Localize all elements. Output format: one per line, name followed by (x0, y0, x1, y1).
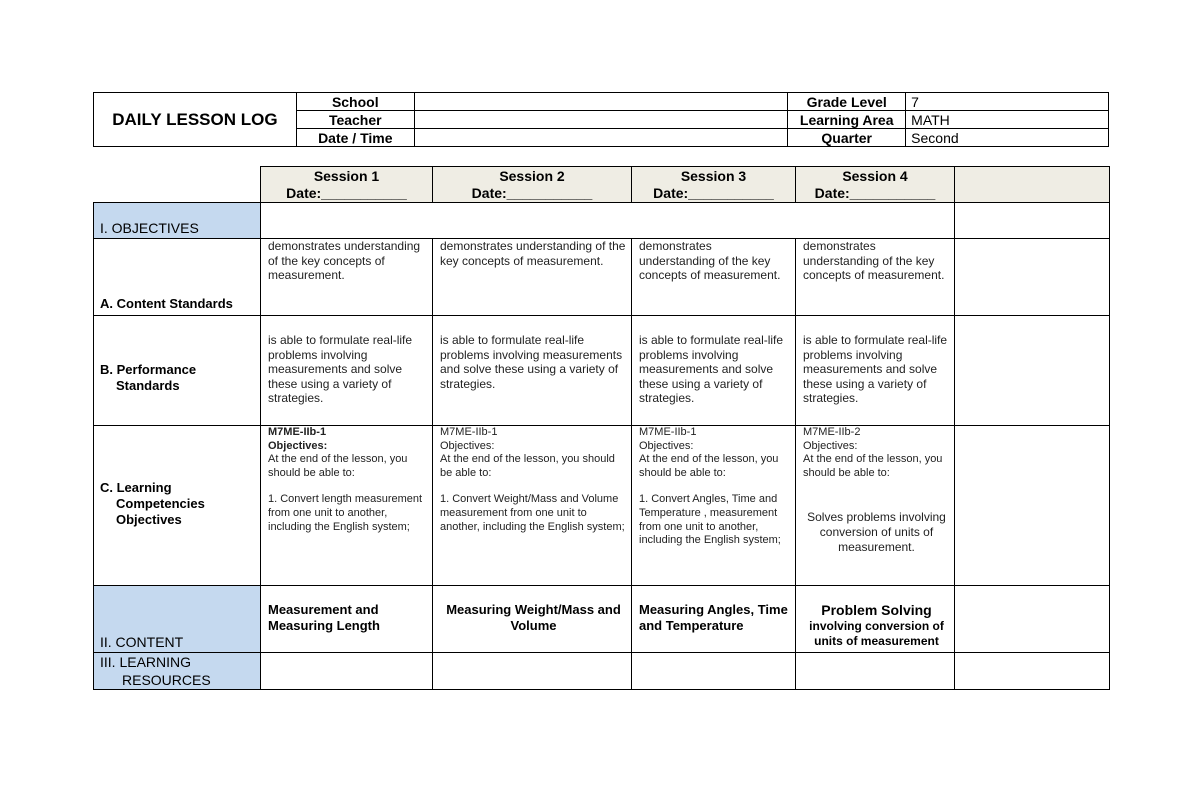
competency-item-s4: Solves problems involving conversion of units of measurement. (807, 510, 946, 554)
content-standards-s3[interactable]: demonstrates understanding of the key concepts of measurement. (632, 239, 796, 316)
competencies-s1[interactable] (261, 426, 433, 586)
resources-s2[interactable] (433, 653, 632, 690)
session-4-title: Session 4 (842, 168, 908, 184)
competencies-label-line1: C. Learning (100, 480, 172, 495)
learning-competencies-row (94, 426, 1110, 586)
learning-competencies-label (94, 426, 261, 586)
quarter-field[interactable]: Second (906, 129, 1109, 147)
grade-level-field[interactable]: 7 (906, 93, 1109, 111)
session-1-date[interactable]: Date:___________ (286, 185, 407, 201)
resources-s1[interactable] (261, 653, 433, 690)
objectives-cell[interactable] (261, 203, 955, 239)
grade-level-label: Grade Level (788, 93, 906, 111)
performance-label-line2: Standards (116, 378, 180, 393)
content-s3[interactable]: Measuring Angles, Time and Temperature (632, 586, 796, 653)
competencies-s4[interactable] (796, 426, 955, 586)
competency-intro-s4: At the end of the lesson, you should be able to: (803, 453, 943, 479)
content-s4-sub: involving conversion of units of measurement (809, 619, 944, 648)
content-s2[interactable]: Measuring Weight/Mass and Volume (433, 586, 632, 653)
content-s1[interactable]: Measurement and Measuring Length (261, 586, 433, 653)
session-header-row (94, 167, 1110, 203)
lesson-log-table (93, 166, 1110, 690)
performance-standards-s4[interactable]: is able to formulate real-life problems involving measurements and solve these using a variety of strategies. (796, 316, 955, 426)
competency-obj-s3: Objectives: (639, 439, 694, 452)
content-extra[interactable] (955, 586, 1110, 653)
performance-standards-extra[interactable] (955, 316, 1110, 426)
competency-obj-s1: Objectives: (268, 439, 328, 452)
session-3-header (632, 167, 796, 203)
school-label: School (296, 93, 414, 111)
performance-standards-s3[interactable]: is able to formulate real-life problems involving measurements and solve these using a variety of strategies. (632, 316, 796, 426)
content-label: II. CONTENT (94, 586, 261, 653)
session-1-title: Session 1 (313, 168, 380, 184)
competency-intro-s2: At the end of the lesson, you should be able to: (440, 453, 615, 479)
competency-intro-s1: At the end of the lesson, you should be able to: (268, 453, 408, 479)
content-standards-extra[interactable] (955, 239, 1110, 316)
teacher-field[interactable] (414, 111, 788, 129)
blank-corner (94, 167, 261, 203)
content-standards-s1[interactable]: demonstrates understanding of the key concepts of measurement. (261, 239, 433, 316)
session-4-header (796, 167, 955, 203)
datetime-label: Date / Time (296, 129, 414, 147)
content-row (94, 586, 1110, 653)
session-3-title: Session 3 (680, 168, 747, 184)
content-standards-row (94, 239, 1110, 316)
objectives-row (94, 203, 1110, 239)
content-s4-title: Problem Solving (821, 602, 932, 618)
resources-s3[interactable] (632, 653, 796, 690)
school-field[interactable] (414, 93, 788, 111)
session-1-header (261, 167, 433, 203)
competencies-s3[interactable] (632, 426, 796, 586)
competency-obj-s2: Objectives: (440, 439, 495, 452)
content-standards-label: A. Content Standards (94, 239, 261, 316)
content-s4[interactable] (796, 586, 955, 653)
performance-standards-s2[interactable]: is able to formulate real-life problems involving measurements and solve these using a variety of strategies. (433, 316, 632, 426)
teacher-label: Teacher (296, 111, 414, 129)
page-title: DAILY LESSON LOG (94, 93, 297, 147)
competency-item-s2: 1. Convert Weight/Mass and Volume measurement from one unit to another, including the English system; (440, 493, 625, 533)
header-table (93, 92, 1109, 147)
session-extra-header (955, 167, 1110, 203)
session-4-date[interactable]: Date:___________ (814, 185, 936, 201)
competency-code-s3: M7ME-IIb-1 (639, 426, 697, 438)
competency-code-s2: M7ME-IIb-1 (440, 426, 498, 438)
resources-label (94, 653, 261, 690)
performance-label-line1: B. Performance (100, 362, 197, 377)
competency-code-s1: M7ME-IIb-1 (268, 426, 327, 438)
content-standards-s4[interactable]: demonstrates understanding of the key concepts of measurement. (796, 239, 955, 316)
performance-standards-s1[interactable]: is able to formulate real-life problems involving measurements and solve these using a variety of strategies. (261, 316, 433, 426)
performance-standards-row (94, 316, 1110, 426)
competencies-s2[interactable] (433, 426, 632, 586)
session-2-title: Session 2 (499, 168, 565, 184)
session-2-date[interactable]: Date:___________ (471, 185, 593, 201)
session-2-header (433, 167, 632, 203)
content-standards-s2[interactable]: demonstrates understanding of the key concepts of measurement. (433, 239, 632, 316)
resources-s4[interactable] (796, 653, 955, 690)
objectives-extra-cell[interactable] (955, 203, 1110, 239)
competencies-extra[interactable] (955, 426, 1110, 586)
competency-intro-s3: At the end of the lesson, you should be able to: (639, 453, 779, 479)
datetime-field[interactable] (414, 129, 788, 147)
resources-label-line2: RESOURCES (122, 672, 211, 688)
competencies-label-line3: Objectives (116, 512, 182, 527)
competencies-label-line2: Competencies (116, 496, 205, 511)
competency-item-s1: 1. Convert length measurement from one unit to another, including the English system; (268, 493, 423, 533)
resources-label-line1: III. LEARNING (100, 654, 192, 670)
objectives-label: I. OBJECTIVES (94, 203, 261, 239)
quarter-label: Quarter (788, 129, 906, 147)
resources-row (94, 653, 1110, 690)
competency-item-s3: 1. Convert Angles, Time and Temperature , measurement from one unit to another, including the English system; (639, 493, 781, 547)
learning-area-field[interactable]: MATH (906, 111, 1109, 129)
performance-standards-label (94, 316, 261, 426)
competency-obj-s4: Objectives: (803, 439, 858, 452)
session-3-date[interactable]: Date:___________ (653, 185, 774, 201)
competency-code-s4: M7ME-IIb-2 (803, 426, 861, 438)
learning-area-label: Learning Area (788, 111, 906, 129)
resources-extra[interactable] (955, 653, 1110, 690)
